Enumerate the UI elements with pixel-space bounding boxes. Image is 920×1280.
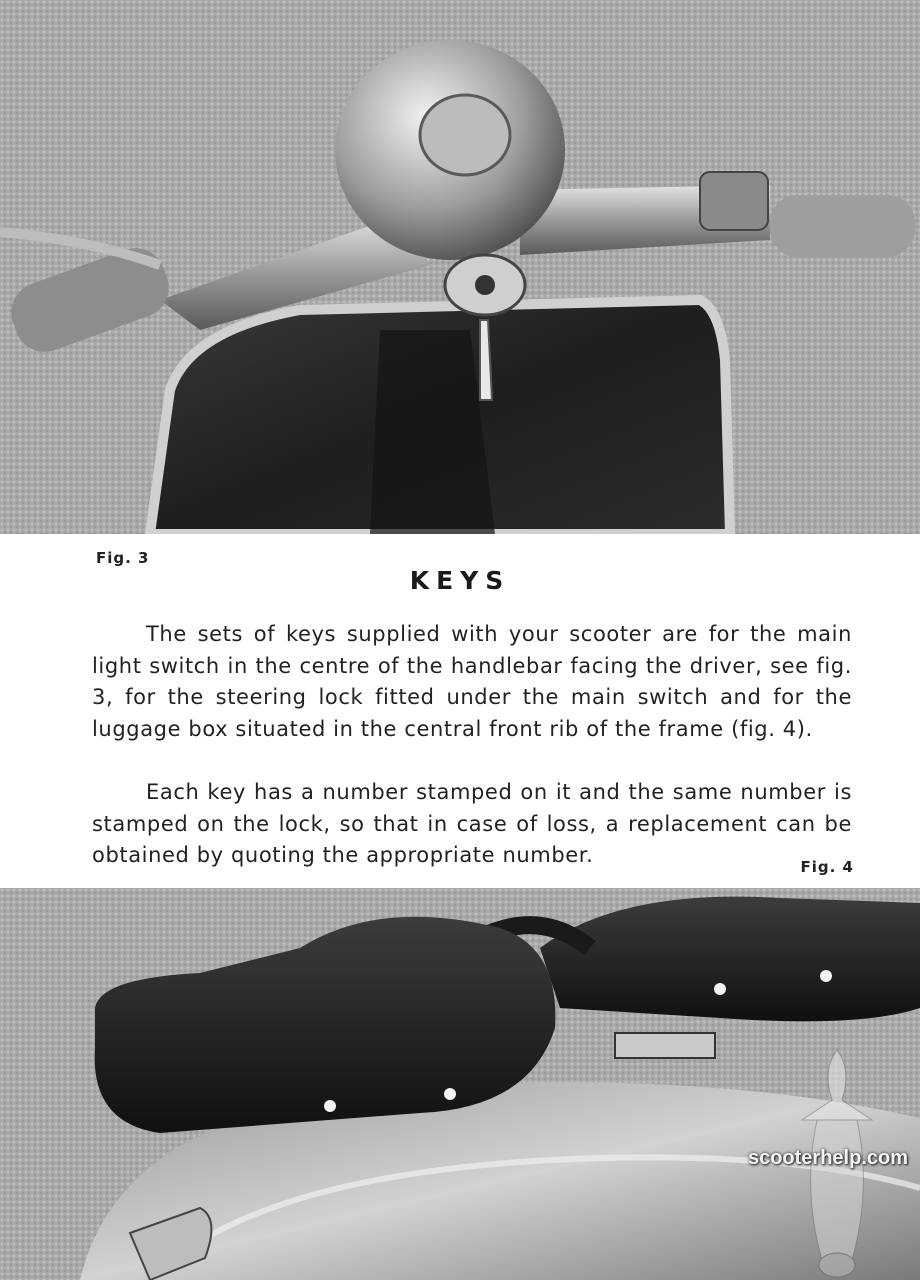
light-switch-housing	[700, 172, 768, 230]
main-switch-cap	[420, 95, 510, 175]
watermark-text: scooterhelp.com	[747, 1147, 908, 1169]
paragraph-key-number: Each key has a number stamped on it and the same number is stamped on the lock, so that in case of loss, a replacement can be obtained by quoting the appropriate number.	[92, 780, 852, 867]
handlebar-illustration	[0, 0, 920, 534]
right-grip	[770, 195, 915, 257]
rear-seat	[540, 897, 920, 1022]
fig-3-caption: Fig. 3	[96, 549, 150, 567]
luggage-box-hinge	[615, 1033, 715, 1058]
fig-4-caption: Fig. 4	[800, 858, 854, 876]
paragraph-keys-usage: The sets of keys supplied with your scooter are for the main light switch in the centre of the handlebar facing the driver, see fig. 3, for the steering lock fitted under the main switch and for the luggage box situated in the central front rib of the frame (fig. 4).	[92, 622, 852, 741]
section-heading: KEYS	[409, 566, 511, 595]
handlebar-photo	[0, 0, 920, 534]
